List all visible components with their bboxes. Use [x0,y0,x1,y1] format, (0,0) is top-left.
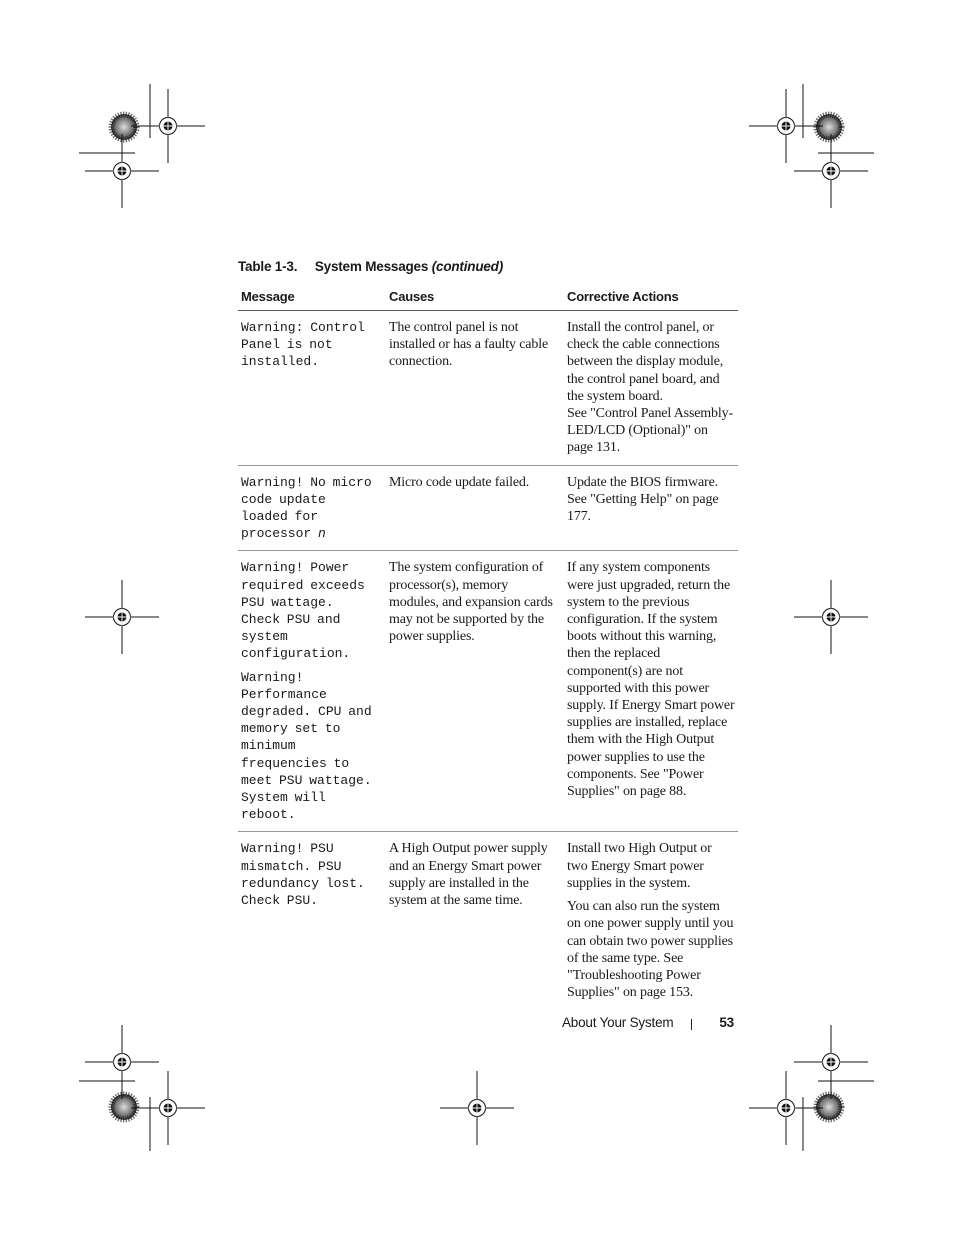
header-causes: Causes [386,286,564,311]
table-header-row [238,286,738,311]
header-corrective-actions: Corrective Actions [564,286,738,311]
causes-text: A High Output power supply and an Energy Smart power supply are installed in the system at the same time. [389,841,548,909]
message-cell [238,311,386,466]
page-footer [562,1015,738,1035]
message-cell [238,465,386,551]
header-message: Message [238,286,386,311]
causes-cell [386,311,564,466]
causes-cell [386,551,564,832]
causes-text: The system configuration of processor(s), memory modules, and expansion cards may not be supported by the power supplies. [389,560,553,645]
table-row [238,465,738,551]
system-messages-table [238,286,738,1009]
message-text: Warning! Performance degraded. CPU and memory set to minimum frequencies to meet PSU wattage. System will reboot. [241,669,372,823]
causes-text: Micro code update failed. [389,474,530,490]
message-text [241,474,383,543]
actions-cell [564,551,738,832]
actions-text: Install the control panel, or check the cable connections between the display module, the control panel board, and the system board. See "Control Panel Assembly-LED/LCD (Optional)" on page 131. [567,320,734,456]
actions-cell [564,311,738,466]
message-variable: n [318,526,326,542]
table-title: System Messages [314,259,429,274]
actions-cell [564,465,738,551]
causes-cell [386,465,564,551]
actions-text: Install two High Output or two Energy Smart power supplies in the system. [567,841,712,891]
actions-cell [564,832,738,1009]
table-row [238,551,738,832]
message-text: Warning! Power required exceeds PSU wattage. Check PSU and system configuration. [241,560,365,662]
table-number: Table 1-3. [238,259,298,274]
table-continued: (continued) [431,259,504,274]
page-number: 53 [719,1015,734,1030]
actions-text: Update the BIOS firmware. See "Getting Help" on page 177. [567,474,719,525]
table-row [238,832,738,1009]
footer-section-title: About Your System [562,1015,674,1030]
message-text: Warning: Control Panel is not installed. [241,320,365,370]
actions-text: You can also run the system on one power supply until you can obtain two power supplies of the same type. See "Troubleshooting Power Supplies" on page 153. [567,899,734,1001]
table-caption [238,259,503,274]
message-cell [238,551,386,832]
table-row [238,311,738,466]
message-text-main: Warning! No micro code update loaded for processor [241,474,372,542]
message-cell [238,832,386,1009]
message-text: Warning! PSU mismatch. PSU redundancy lost. Check PSU. [241,841,365,909]
actions-text: If any system components were just upgraded, return the system to the previous configuration. If the system boots without this warning, then the replaced component(s) are not supported with this power supply. If Energy Smart power supplies are installed, replace them with the High Output power supplies to use the components. See "Power Supplies" on page 88. [567,560,735,800]
causes-cell [386,832,564,1009]
footer-separator [691,1019,692,1030]
causes-text: The control panel is not installed or has a faulty cable connection. [389,320,549,370]
